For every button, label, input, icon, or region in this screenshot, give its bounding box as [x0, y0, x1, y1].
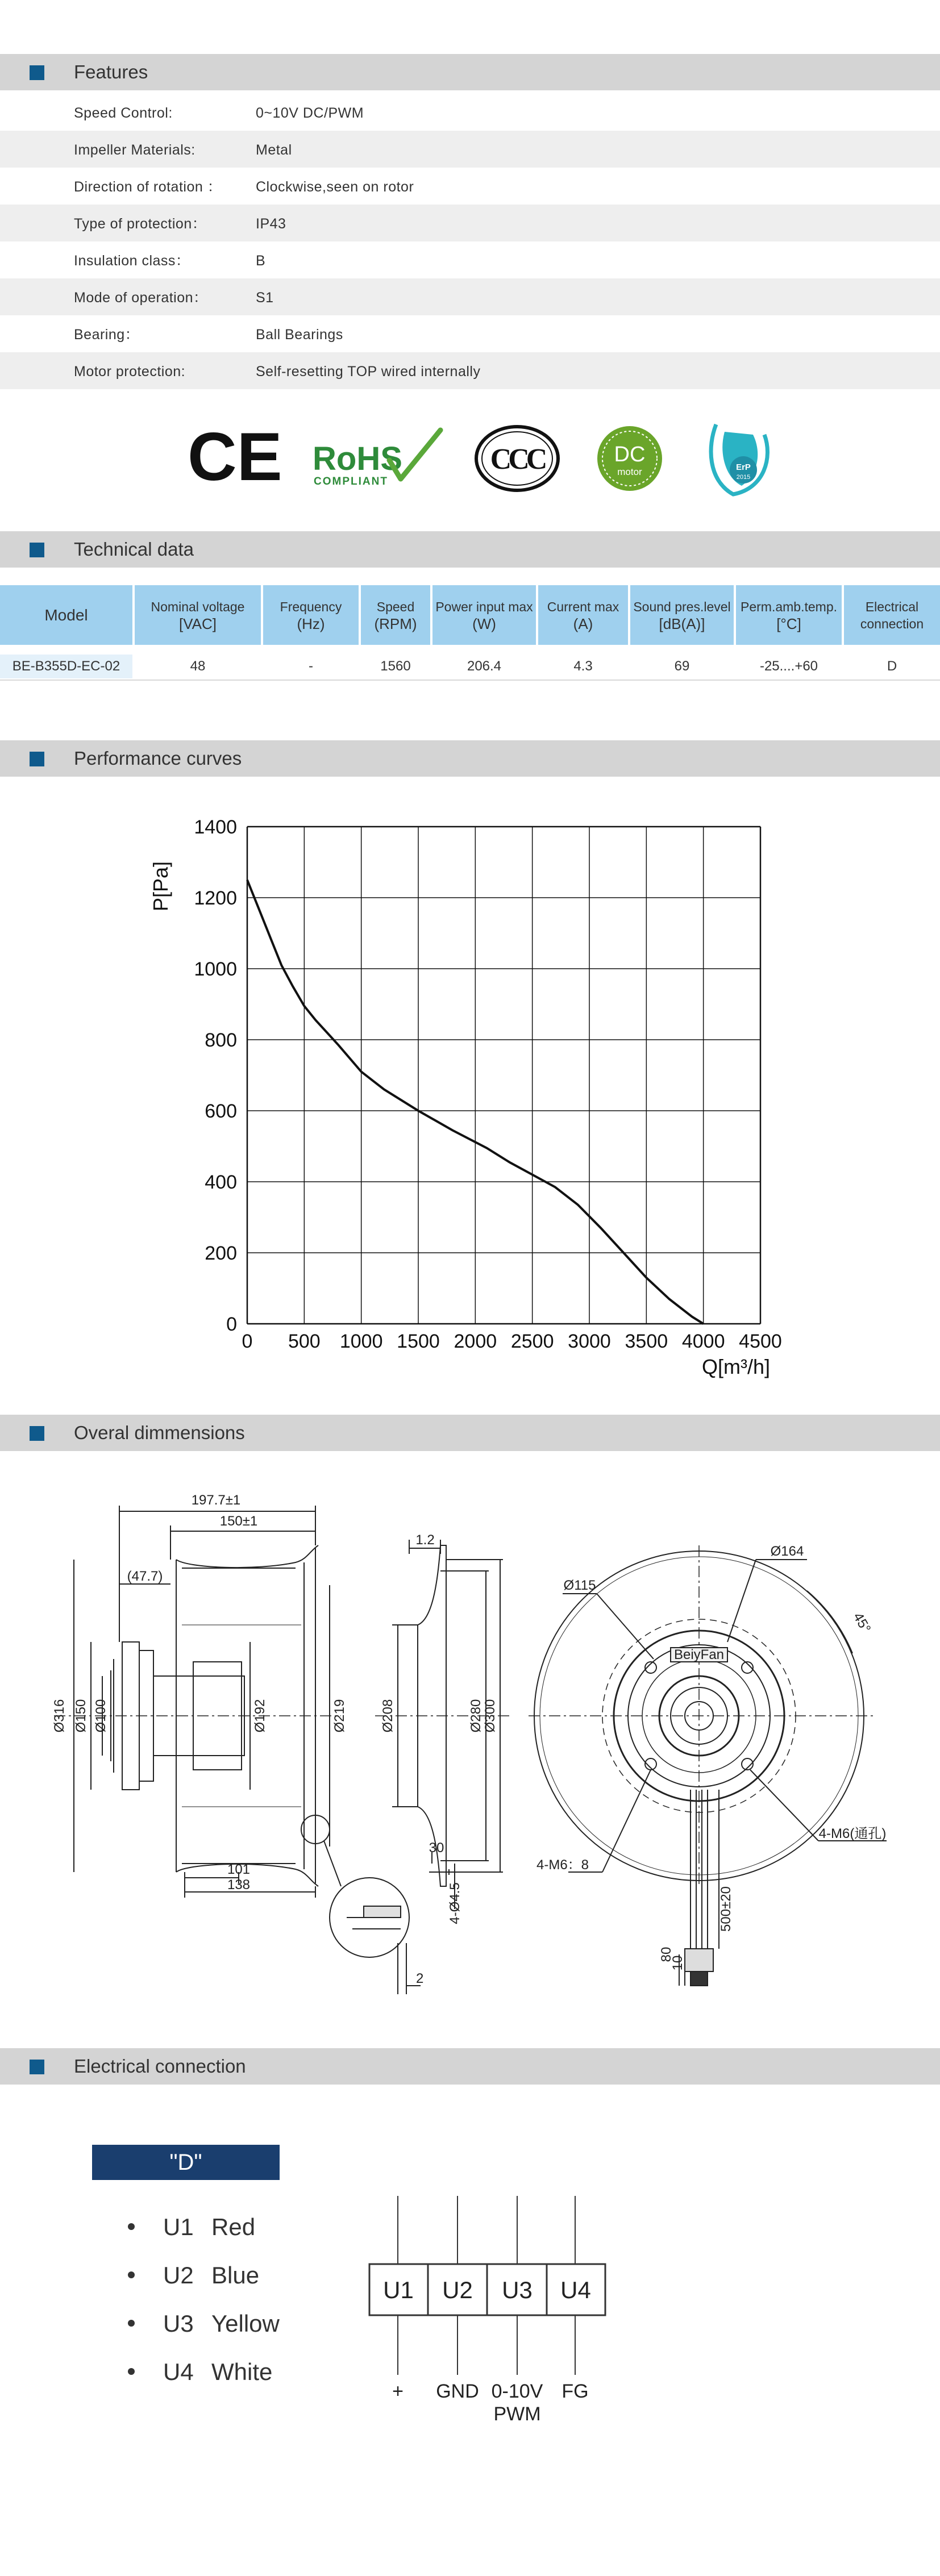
- feature-row: [0, 205, 940, 241]
- chart-xtick: 4000: [681, 1331, 725, 1352]
- dim-label: Ø115: [563, 1578, 596, 1593]
- wire-code: U3: [163, 2310, 194, 2337]
- section-marker-icon: [30, 543, 44, 557]
- erp-logo-text: ErP: [736, 462, 751, 472]
- bullet-icon: [128, 2320, 135, 2327]
- feature-row: [0, 352, 940, 389]
- wire-legend-item: [128, 2213, 255, 2241]
- wire-color: Red: [211, 2214, 256, 2240]
- header-line2: (Hz): [297, 615, 325, 632]
- wire-code: U1: [163, 2214, 194, 2240]
- feature-value: B: [256, 253, 266, 269]
- header-line1: Current max: [547, 599, 619, 614]
- chart-ylabel: P[Pa]: [149, 861, 172, 912]
- chart-xtick: 3000: [568, 1331, 611, 1352]
- terminal-label: U1: [383, 2277, 414, 2303]
- header-line2: (RPM): [374, 615, 417, 632]
- feature-label: Motor protection:: [74, 364, 186, 380]
- feature-label: Type of protection：: [74, 216, 207, 232]
- header-line1: Perm.amb.temp.: [741, 599, 837, 614]
- technical-title: Technical data: [74, 539, 194, 560]
- feature-value: 0~10V DC/PWM: [256, 105, 364, 121]
- table-header-cell: [135, 585, 261, 645]
- wire-code: U2: [163, 2262, 194, 2289]
- performance-title: Performance curves: [74, 748, 242, 769]
- ce-logo-text: CE: [188, 419, 282, 495]
- chart-ytick: 400: [205, 1172, 237, 1193]
- dim-label: (47.7): [127, 1569, 163, 1584]
- section-marker-icon: [30, 752, 44, 766]
- dc-logo-subtext: motor: [617, 466, 642, 477]
- dim-label: 4-M6(通孔): [818, 1826, 887, 1841]
- wire-legend-item: [128, 2261, 259, 2290]
- dim-label: 101: [227, 1862, 251, 1877]
- dim-label: 4-Ø4.5: [447, 1882, 463, 1924]
- feature-label: Mode of operation：: [74, 290, 208, 306]
- chart-xlabel: Q[m³/h]: [701, 1355, 771, 1378]
- chart-xtick: 1500: [397, 1331, 440, 1352]
- terminal-label: U2: [442, 2277, 473, 2303]
- table-cell: D: [887, 658, 897, 674]
- bullet-icon: [128, 2368, 135, 2375]
- dim-label: Ø208: [380, 1699, 396, 1733]
- table-header-cell: [844, 585, 940, 645]
- feature-value: Metal: [256, 142, 292, 158]
- table-cell: -25....+60: [759, 658, 818, 674]
- table-header-cell: [432, 585, 536, 645]
- chart-xtick: 1000: [339, 1331, 383, 1352]
- table-cell-model: BE-B355D-EC-02: [0, 655, 132, 678]
- dim-label: 30: [429, 1840, 444, 1856]
- table-header-cell: [361, 585, 430, 645]
- header-line1: Model: [44, 606, 88, 624]
- section-marker-icon: [30, 2060, 44, 2074]
- dim-label: Ø280: [468, 1699, 484, 1733]
- certification-logos: [170, 418, 784, 500]
- section-marker-icon: [30, 1426, 44, 1441]
- wire-color: Blue: [211, 2262, 260, 2289]
- header-line2: (A): [573, 615, 593, 632]
- table-cell: 4.3: [573, 658, 593, 674]
- ccc-logo-icon: [476, 427, 558, 490]
- rohs-logo-subtext: COMPLIANT: [314, 476, 388, 487]
- terminal-label: U4: [560, 2277, 591, 2303]
- wire-legend-item: [128, 2358, 272, 2386]
- feature-value: Clockwise,seen on rotor: [256, 179, 414, 195]
- section-marker-icon: [30, 65, 44, 80]
- header-line2: (W): [472, 615, 496, 632]
- side-view-drawing: [54, 1506, 424, 1994]
- chart-ytick: 200: [205, 1243, 237, 1264]
- table-cell: 206.4: [467, 658, 502, 674]
- dc-motor-logo-icon: [597, 426, 662, 491]
- table-divider: [0, 680, 940, 681]
- header-line2: [°C]: [776, 615, 801, 632]
- table-cell: -: [309, 658, 313, 674]
- chart-ytick: 1200: [194, 887, 237, 909]
- table-header-cell: [263, 585, 359, 645]
- terminal-label: U3: [502, 2277, 533, 2303]
- feature-label: Bearing：: [74, 327, 140, 343]
- wire-code: U4: [163, 2358, 194, 2385]
- features-title: Features: [74, 61, 148, 82]
- electrical-header: [0, 2048, 940, 2085]
- chart-xtick: 0: [242, 1331, 253, 1352]
- dim-label: 45°: [850, 1610, 874, 1636]
- dimensions-header: [0, 1415, 940, 1451]
- terminal-signal-sub: PWM: [493, 2403, 541, 2425]
- bullet-icon: [128, 2223, 135, 2230]
- dim-label: 1.2: [415, 1532, 435, 1548]
- wire-legend-item: [128, 2310, 280, 2338]
- connection-code-badge: "D": [92, 2145, 280, 2180]
- table-header-cell: [630, 585, 734, 645]
- header-line1: Frequency: [280, 599, 342, 614]
- chart-xtick: 2000: [454, 1331, 497, 1352]
- header-line2: connection: [860, 616, 924, 631]
- dim-label: 500±20: [718, 1886, 734, 1932]
- dim-label: Ø150: [73, 1699, 89, 1733]
- feature-row: [0, 241, 940, 278]
- feature-value: Ball Bearings: [256, 327, 343, 343]
- dim-label: Ø316: [52, 1699, 67, 1733]
- rohs-logo-icon: [313, 430, 440, 487]
- dc-logo-text: DC: [614, 443, 646, 466]
- erp-logo-subtext: 2015: [736, 474, 751, 481]
- dim-label: 150±1: [219, 1514, 258, 1529]
- feature-row: [0, 131, 940, 168]
- dimension-drawing: [0, 1454, 940, 2023]
- table-cell: 1560: [380, 658, 411, 674]
- feature-row: [0, 94, 940, 131]
- header-line1: Sound pres.level: [633, 599, 731, 614]
- electrical-title: Electrical connection: [74, 2056, 246, 2077]
- terminal-signal: 0-10V: [491, 2381, 543, 2402]
- table-header-cell: [538, 585, 628, 645]
- dim-label: Ø164: [770, 1544, 804, 1559]
- header-line2: [VAC]: [179, 615, 217, 632]
- terminal-signal: FG: [561, 2381, 589, 2402]
- dim-label: Ø100: [93, 1699, 109, 1733]
- chart-xtick: 2500: [510, 1331, 554, 1352]
- dim-label: Ø300: [483, 1699, 498, 1733]
- feature-row: [0, 168, 940, 205]
- terminal-diagram: [341, 2187, 659, 2437]
- chart-ytick: 0: [226, 1314, 237, 1335]
- feature-label: Speed Control:: [74, 105, 173, 121]
- header-line2: [dB(A)]: [659, 615, 705, 632]
- chart-xtick: 3500: [625, 1331, 668, 1352]
- header-line1: Nominal voltage: [151, 599, 245, 614]
- dim-label: 4-M6：8: [536, 1857, 589, 1873]
- table-header-cell: [736, 585, 842, 645]
- nameplate-label: BeiyFan: [673, 1647, 725, 1662]
- chart-ytick: 800: [205, 1029, 237, 1051]
- terminal-signal: +: [392, 2381, 404, 2402]
- features-header: [0, 54, 940, 90]
- performance-header: [0, 740, 940, 777]
- feature-row: [0, 315, 940, 352]
- dim-label: 2: [416, 1971, 424, 1986]
- bullet-icon: [128, 2271, 135, 2278]
- chart-ytick: 1400: [194, 816, 237, 838]
- dim-label: 138: [227, 1877, 251, 1893]
- dim-label: 80: [659, 1946, 674, 1962]
- erp-logo-icon: [711, 424, 767, 494]
- ccc-logo-text: CCC: [490, 443, 544, 476]
- chart-ytick: 1000: [194, 958, 237, 980]
- feature-value: Self-resetting TOP wired internally: [256, 364, 481, 380]
- feature-label: Impeller Materials:: [74, 142, 196, 158]
- dim-label: 10: [670, 1955, 685, 1971]
- terminal-signal: GND: [436, 2381, 479, 2402]
- table-cell: 48: [190, 658, 206, 674]
- feature-label: Direction of rotation ：: [74, 179, 222, 195]
- technical-header: [0, 531, 940, 568]
- chart-xtick: 500: [288, 1331, 321, 1352]
- feature-value: IP43: [256, 216, 286, 232]
- dim-label: 197.7±1: [191, 1493, 241, 1508]
- wire-color: White: [211, 2358, 273, 2385]
- table-cell: 69: [674, 658, 690, 674]
- feature-label: Insulation class：: [74, 253, 190, 269]
- chart-ytick: 600: [205, 1101, 237, 1122]
- ce-logo-icon: [188, 419, 282, 495]
- table-header-cell: [0, 585, 132, 645]
- rohs-logo-text: RoHS: [313, 440, 402, 477]
- wire-color: Yellow: [211, 2310, 280, 2337]
- header-line1: Electrical: [865, 599, 919, 614]
- front-view-drawing: [529, 1545, 887, 1986]
- feature-row: [0, 278, 940, 315]
- dim-label: Ø192: [252, 1699, 268, 1733]
- header-line1: Power input max: [435, 599, 533, 614]
- chart-xtick: 4500: [739, 1331, 782, 1352]
- performance-chart: [0, 795, 940, 1398]
- header-line1: Speed: [376, 599, 415, 614]
- dim-label: Ø219: [332, 1699, 347, 1733]
- feature-value: S1: [256, 290, 274, 306]
- dimensions-title: Overal dimmensions: [74, 1422, 245, 1443]
